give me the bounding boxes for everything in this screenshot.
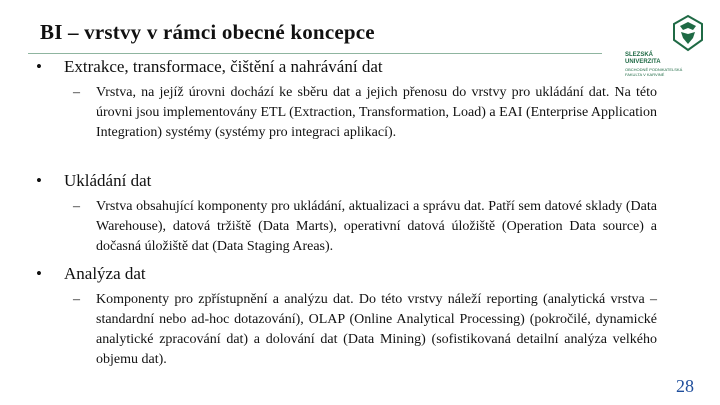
bullet-heading: Ukládání dat — [64, 171, 152, 190]
bullet-heading: Extrakce, transformace, čištění a nahrávání dat — [64, 57, 383, 76]
slide-title: BI – vrstvy v rámci obecné koncepce — [40, 20, 375, 44]
bullet-marker: • — [36, 171, 42, 190]
dash-marker: – — [73, 292, 80, 307]
sub-bullet-item — [73, 290, 657, 370]
logo-name-line2: UNIVERZITA — [625, 59, 661, 65]
title-divider — [28, 53, 602, 54]
sub-bullet-text: Vrstva obsahující komponenty pro ukládání, aktualizaci a správu dat. Patří sem datové sklady (Data Warehouse), datová tržiště (Data Marts), operativní datová úložiště (Operation Data source) a dočasná úložiště dat (Data Staging Areas). — [96, 199, 657, 254]
logo-name — [625, 52, 675, 66]
logo-sub-line2: FAKULTA V KARVINÉ — [625, 72, 665, 77]
dash-marker: – — [73, 199, 80, 214]
sub-bullet-text: Vrstva, na jejíž úrovni dochází ke sběru dat a jejich přenosu do vrstvy pro ukládání dat. Na této úrovni jsou implementovány ETL (Extraction, Transformation, Load) a EAI (Enterprise Application Integration) systémy (systémy pro integraci aplikací). — [96, 85, 657, 140]
sub-bullet-item — [73, 197, 657, 257]
page-number: 28 — [676, 376, 694, 396]
university-logo — [625, 12, 705, 82]
bullet-marker: • — [36, 57, 42, 76]
logo-name-line1: SLEZSKÁ — [625, 52, 654, 58]
logo-subtitle — [625, 67, 705, 77]
dash-marker: – — [73, 85, 80, 100]
bullet-heading: Analýza dat — [64, 264, 146, 283]
bullet-marker: • — [36, 264, 42, 283]
sub-bullet-item — [73, 83, 657, 143]
logo-sub-line1: OBCHODNĚ PODNIKATELSKÁ — [625, 67, 683, 72]
logo-emblem-icon — [671, 14, 705, 52]
sub-bullet-text: Komponenty pro zpřístupnění a analýzu dat. Do této vrstvy náleží reporting (analytická vrstva – standardní nebo ad-hoc dotazování), OLAP (Online Analytical Processing) (pokročilé, dynamické analytické zpracování dat) a dolování dat (Data Mining) (sofistikovaná detailní analýza velkého objemu dat). — [96, 292, 657, 367]
